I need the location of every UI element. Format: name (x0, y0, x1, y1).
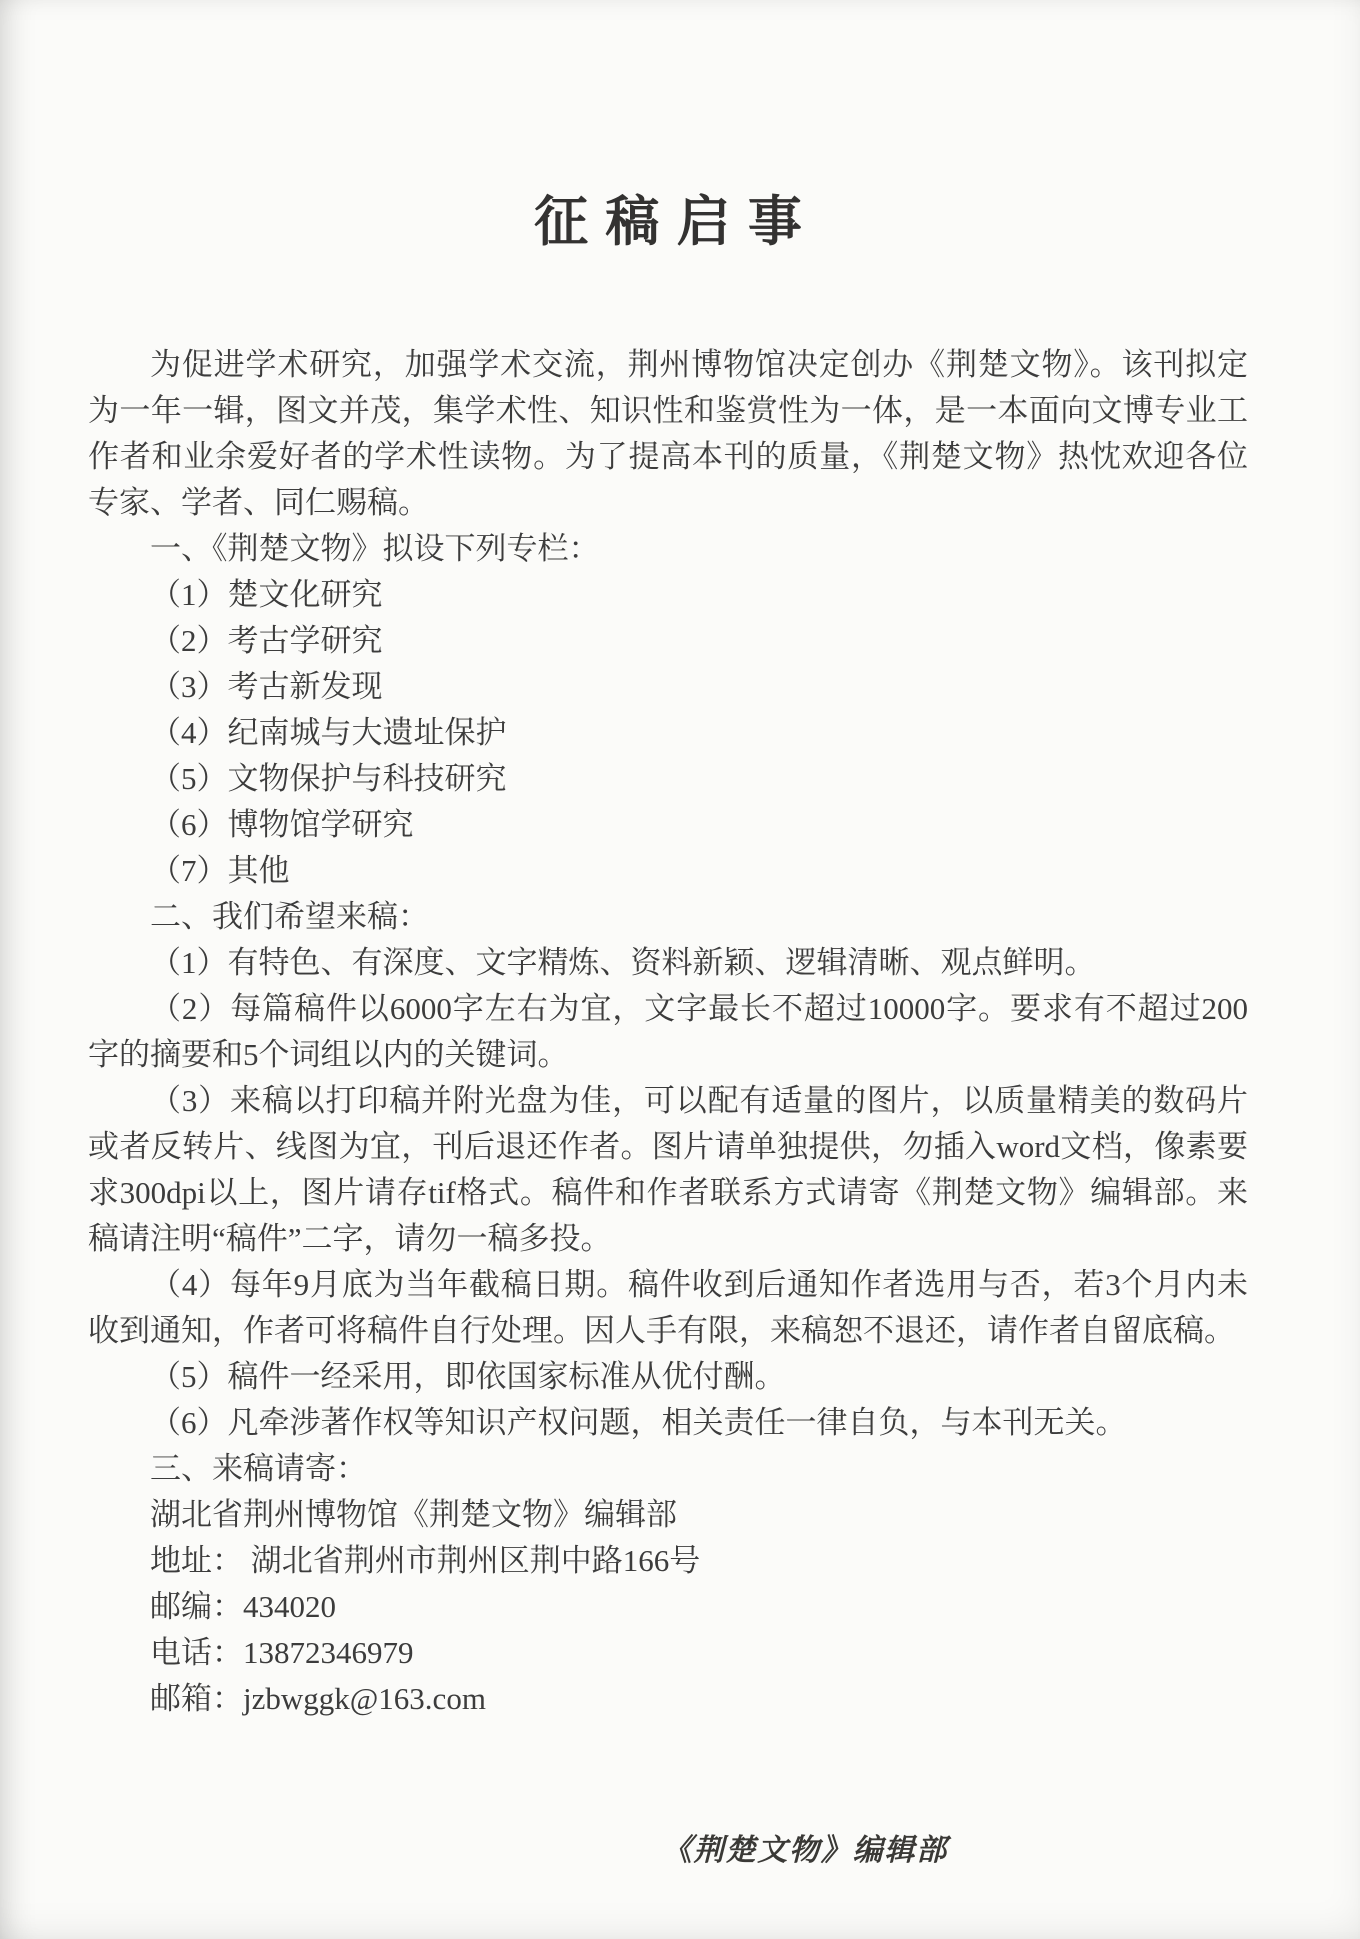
section-1-item: （3）考古新发现 (150, 669, 383, 704)
section-1-item: （5）文物保护与科技研究 (150, 761, 507, 796)
contact-editorial-office: 湖北省荆州博物馆《荆楚文物》编辑部 (150, 1497, 677, 1532)
section-1-item: （4）纪南城与大遗址保护 (150, 715, 507, 750)
section-2-item: （3）来稿以打印稿并附光盘为佳，可以配有适量的图片，以质量精美的数码片或者反转片、线图为宜，刊后退还作者。图片请单独提供，勿插入word文档，像素要求300dpi以上，图片请存tif格式。稿件和作者联系方式请寄《荆楚文物》编辑部。来稿请注明“稿件”二字，请勿一稿多投。 (88, 1083, 1248, 1256)
signature: 《荆楚文物》编辑部 (661, 1834, 948, 1867)
contact-email: 邮箱：jzbwggk@163.com (150, 1681, 486, 1716)
section-1-item: （1）楚文化研究 (150, 577, 383, 612)
contact-postcode: 邮编：434020 (150, 1589, 336, 1624)
contact-phone: 电话：13872346979 (150, 1635, 414, 1670)
section-1-item: （7）其他 (150, 853, 290, 888)
contact-address: 地址： 湖北省荆州市荆州区荆中路166号 (150, 1543, 701, 1578)
intro-paragraph: 为促进学术研究，加强学术交流，荆州博物馆决定创办《荆楚文物》。该刊拟定为一年一辑，图文并茂，集学术性、知识性和鉴赏性为一体，是一本面向文博专业工作者和业余爱好者的学术性读物。为了提高本刊的质量，《荆楚文物》热忱欢迎各位专家、学者、同仁赐稿。 (88, 347, 1248, 520)
section-2-item: （5）稿件一经采用，即依国家标准从优付酬。 (150, 1359, 786, 1394)
section-2-item: （4）每年9月底为当年截稿日期。稿件收到后通知作者选用与否，若3个月内未收到通知，作者可将稿件自行处理。因人手有限，来稿恕不退还，请作者自留底稿。 (88, 1267, 1248, 1348)
section-1-heading: 一、《荆楚文物》拟设下列专栏： (150, 531, 600, 566)
section-3-heading: 三、来稿请寄： (150, 1451, 367, 1486)
section-2-item: （2）每篇稿件以6000字左右为宜，文字最长不超过10000字。要求有不超过200字的摘要和5个词组以内的关键词。 (88, 991, 1248, 1072)
section-2-heading: 二、我们希望来稿： (150, 899, 429, 934)
page-title: 征稿启事 (534, 192, 820, 252)
section-1-item: （6）博物馆学研究 (150, 807, 414, 842)
section-1-item: （2）考古学研究 (150, 623, 383, 658)
section-2-item: （1）有特色、有深度、文字精炼、资料新颖、逻辑清晰、观点鲜明。 (150, 945, 1096, 980)
section-2-item: （6）凡牵涉著作权等知识产权问题，相关责任一律自负，与本刊无关。 (150, 1405, 1127, 1440)
